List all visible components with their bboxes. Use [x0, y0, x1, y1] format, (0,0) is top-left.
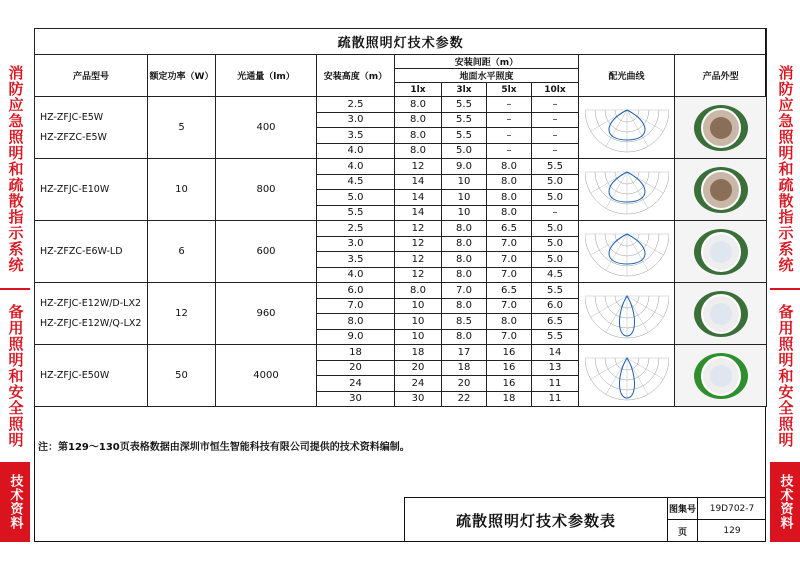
spacing-cell: 11	[532, 391, 579, 407]
spacing-cell: 4.5	[532, 267, 579, 283]
spacing-cell: 8.0	[395, 143, 442, 159]
product-model	[35, 221, 148, 283]
spacing-cell: 10	[442, 190, 487, 206]
model-code: HZ-ZFZC-E6W-LD	[40, 245, 123, 257]
spacing-cell: 30	[395, 391, 442, 407]
distribution-curve	[579, 345, 675, 407]
spacing-cell: 8.0	[395, 97, 442, 113]
mount-height-cell: 4.0	[317, 159, 395, 175]
mount-height-cell: 24	[317, 376, 395, 392]
page-number: 129	[723, 526, 741, 536]
luminaire-lens	[710, 117, 732, 139]
sidebar-label: 备用照明和安全照明	[776, 304, 795, 448]
spacing-cell: –	[487, 128, 532, 144]
sidebar-section-backup	[0, 288, 30, 462]
spacing-cell: –	[487, 143, 532, 159]
spacing-cell: –	[532, 112, 579, 128]
mount-height-cell: 4.5	[317, 174, 395, 190]
polar-curve-icon	[585, 164, 669, 216]
spacing-cell: 8.0	[487, 190, 532, 206]
spacing-cell: 8.0	[487, 174, 532, 190]
spacing-cell: 5.5	[442, 128, 487, 144]
spacing-cell: 12	[395, 221, 442, 237]
spacing-cell: –	[487, 97, 532, 113]
luminaire-lens	[710, 365, 732, 387]
spacing-cell: 7.0	[487, 252, 532, 268]
mount-height-cell: 3.5	[317, 128, 395, 144]
mount-height-cell: 8.0	[317, 314, 395, 330]
spec-table	[34, 28, 767, 407]
mount-height-cell: 9.0	[317, 329, 395, 345]
product-photo	[675, 283, 767, 345]
sidebar-section-backup	[770, 288, 800, 462]
product-flux: 800	[216, 159, 317, 221]
spacing-cell: 24	[395, 376, 442, 392]
spacing-cell: 11	[532, 376, 579, 392]
table-row	[35, 221, 767, 237]
right-sidebar	[770, 50, 800, 542]
spacing-cell: 8.5	[442, 314, 487, 330]
spacing-cell: 8.0	[442, 221, 487, 237]
spacing-cell: 8.0	[442, 298, 487, 314]
header-curve: 配光曲线	[579, 55, 675, 97]
sidebar-label: 技术资料	[777, 474, 793, 530]
header-lux: 10lx	[532, 83, 579, 97]
product-model	[35, 283, 148, 345]
spacing-cell: 8.0	[487, 159, 532, 175]
spacing-cell: –	[532, 205, 579, 221]
atlas-label: 图集号	[668, 498, 698, 520]
header-appearance: 产品外型	[675, 55, 767, 97]
spacing-cell: 7.0	[487, 236, 532, 252]
product-flux: 4000	[216, 345, 317, 407]
luminaire-lens	[710, 303, 732, 325]
spacing-cell: 20	[442, 376, 487, 392]
header-illuminance: 地面水平照度	[395, 69, 579, 83]
header-model: 产品型号	[35, 55, 148, 97]
mount-height-cell: 3.5	[317, 252, 395, 268]
model-code: HZ-ZFJC-E5W	[40, 111, 104, 123]
product-flux: 600	[216, 221, 317, 283]
spacing-cell: –	[532, 97, 579, 113]
spacing-cell: 18	[395, 345, 442, 361]
table-row	[35, 97, 767, 113]
sidebar-section-tech	[0, 462, 30, 542]
spacing-cell: 10	[442, 205, 487, 221]
mount-height-cell: 5.0	[317, 190, 395, 206]
sidebar-label: 消防应急照明和疏散指示系统	[6, 65, 25, 273]
polar-curve-icon	[585, 350, 669, 402]
polar-curve-icon	[585, 102, 669, 154]
spacing-cell: 12	[395, 236, 442, 252]
spacing-cell: 7.0	[487, 329, 532, 345]
spacing-cell: 8.0	[487, 314, 532, 330]
atlas-number: 19D702-7	[698, 498, 766, 520]
spacing-cell: 8.0	[442, 267, 487, 283]
model-code: HZ-ZFJC-E12W/D-LX2	[40, 297, 142, 309]
distribution-curve	[579, 283, 675, 345]
spacing-cell: 18	[442, 360, 487, 376]
sidebar-label: 消防应急照明和疏散指示系统	[776, 65, 795, 273]
model-code: HZ-ZFJC-E50W	[40, 369, 110, 381]
spacing-cell: 20	[395, 360, 442, 376]
spacing-cell: 6.5	[487, 283, 532, 299]
luminaire-lens	[710, 179, 732, 201]
spacing-cell: 14	[395, 205, 442, 221]
luminaire-icon	[691, 164, 751, 216]
polar-curve-icon	[585, 288, 669, 340]
spacing-cell: 5.0	[532, 174, 579, 190]
spacing-cell: 10	[395, 314, 442, 330]
spacing-cell: 7.0	[487, 298, 532, 314]
luminaire-icon	[691, 350, 751, 402]
product-photo	[675, 159, 767, 221]
spacing-cell: 7.0	[442, 283, 487, 299]
sidebar-section-emergency	[0, 50, 30, 288]
mount-height-cell: 5.5	[317, 205, 395, 221]
spacing-cell: 8.0	[487, 205, 532, 221]
product-model	[35, 97, 148, 159]
spacing-cell: –	[487, 112, 532, 128]
spacing-cell: 8.0	[442, 252, 487, 268]
luminaire-icon	[691, 102, 751, 154]
luminaire-lens	[710, 241, 732, 263]
drawing-title: 疏散照明灯技术参数表	[455, 511, 616, 530]
model-code: HZ-ZFZC-E5W	[40, 131, 107, 143]
spacing-cell: 8.0	[395, 112, 442, 128]
spacing-cell: 14	[395, 174, 442, 190]
sidebar-section-emergency	[770, 50, 800, 288]
product-power: 5	[148, 97, 216, 159]
header-power: 额定功率（W）	[148, 55, 216, 97]
spacing-cell: 7.0	[487, 267, 532, 283]
spacing-cell: 17	[442, 345, 487, 361]
spacing-cell: 9.0	[442, 159, 487, 175]
model-code: HZ-ZFJC-E10W	[40, 183, 110, 195]
spacing-cell: 5.0	[532, 190, 579, 206]
header-flux: 光通量（lm）	[216, 55, 317, 97]
table-row	[35, 345, 767, 361]
mount-height-cell: 2.5	[317, 221, 395, 237]
header-lux: 3lx	[442, 83, 487, 97]
spacing-cell: 6.0	[532, 298, 579, 314]
spacing-cell: 5.5	[442, 97, 487, 113]
spacing-cell: 5.5	[532, 159, 579, 175]
spacing-cell: 12	[395, 252, 442, 268]
spacing-cell: –	[532, 128, 579, 144]
spacing-cell: 6.5	[487, 221, 532, 237]
spacing-cell: 5.0	[532, 236, 579, 252]
mount-height-cell: 30	[317, 391, 395, 407]
product-photo	[675, 221, 767, 283]
title-block-grid	[667, 498, 766, 542]
spacing-cell: 10	[395, 329, 442, 345]
spacing-cell: 5.0	[442, 143, 487, 159]
spacing-cell: 12	[395, 267, 442, 283]
product-power: 50	[148, 345, 216, 407]
left-sidebar	[0, 50, 30, 542]
spacing-cell: –	[532, 143, 579, 159]
spacing-cell: 8.0	[442, 329, 487, 345]
distribution-curve	[579, 97, 675, 159]
header-lux: 5lx	[487, 83, 532, 97]
mount-height-cell: 20	[317, 360, 395, 376]
spacing-cell: 8.0	[395, 283, 442, 299]
spacing-cell: 8.0	[442, 236, 487, 252]
spacing-cell: 5.0	[532, 252, 579, 268]
mount-height-cell: 7.0	[317, 298, 395, 314]
mount-height-cell: 18	[317, 345, 395, 361]
table-title: 疏散照明灯技术参数	[35, 29, 767, 55]
sidebar-section-tech	[770, 462, 800, 542]
spacing-cell: 5.5	[532, 283, 579, 299]
product-power: 6	[148, 221, 216, 283]
table-row	[35, 283, 767, 299]
header-height: 安装高度（m）	[317, 55, 395, 97]
distribution-curve	[579, 159, 675, 221]
spacing-cell: 18	[487, 391, 532, 407]
product-photo	[675, 345, 767, 407]
spacing-cell: 16	[487, 345, 532, 361]
product-model	[35, 159, 148, 221]
page-label: 页	[668, 520, 698, 542]
spacing-cell: 5.5	[442, 112, 487, 128]
product-flux: 960	[216, 283, 317, 345]
footnote: 注：第129～130页表格数据由深圳市恒生智能科技有限公司提供的技术资料编制。	[38, 442, 410, 453]
spacing-cell: 16	[487, 360, 532, 376]
luminaire-icon	[691, 288, 751, 340]
spacing-cell: 5.5	[532, 329, 579, 345]
mount-height-cell: 2.5	[317, 97, 395, 113]
spacing-cell: 13	[532, 360, 579, 376]
spacing-cell: 12	[395, 159, 442, 175]
spacing-cell: 16	[487, 376, 532, 392]
header-spacing: 安装间距（m）	[395, 55, 579, 69]
sidebar-label: 备用照明和安全照明	[6, 304, 25, 448]
distribution-curve	[579, 221, 675, 283]
luminaire-icon	[691, 226, 751, 278]
mount-height-cell: 4.0	[317, 267, 395, 283]
spacing-cell: 22	[442, 391, 487, 407]
spacing-cell: 14	[395, 190, 442, 206]
header-lux: 1lx	[395, 83, 442, 97]
sidebar-label: 技术资料	[7, 474, 23, 530]
mount-height-cell: 6.0	[317, 283, 395, 299]
product-flux: 400	[216, 97, 317, 159]
table-row	[35, 159, 767, 175]
spacing-cell: 8.0	[395, 128, 442, 144]
mount-height-cell: 3.0	[317, 112, 395, 128]
mount-height-cell: 4.0	[317, 143, 395, 159]
spacing-cell: 5.0	[532, 221, 579, 237]
spacing-cell: 10	[442, 174, 487, 190]
spacing-cell: 10	[395, 298, 442, 314]
spacing-cell: 14	[532, 345, 579, 361]
mount-height-cell: 3.0	[317, 236, 395, 252]
product-power: 12	[148, 283, 216, 345]
product-model	[35, 345, 148, 407]
product-power: 10	[148, 159, 216, 221]
title-block	[404, 497, 766, 542]
polar-curve-icon	[585, 226, 669, 278]
spacing-cell: 6.5	[532, 314, 579, 330]
model-code: HZ-ZFJC-E12W/Q-LX2	[40, 317, 142, 329]
product-photo	[675, 97, 767, 159]
